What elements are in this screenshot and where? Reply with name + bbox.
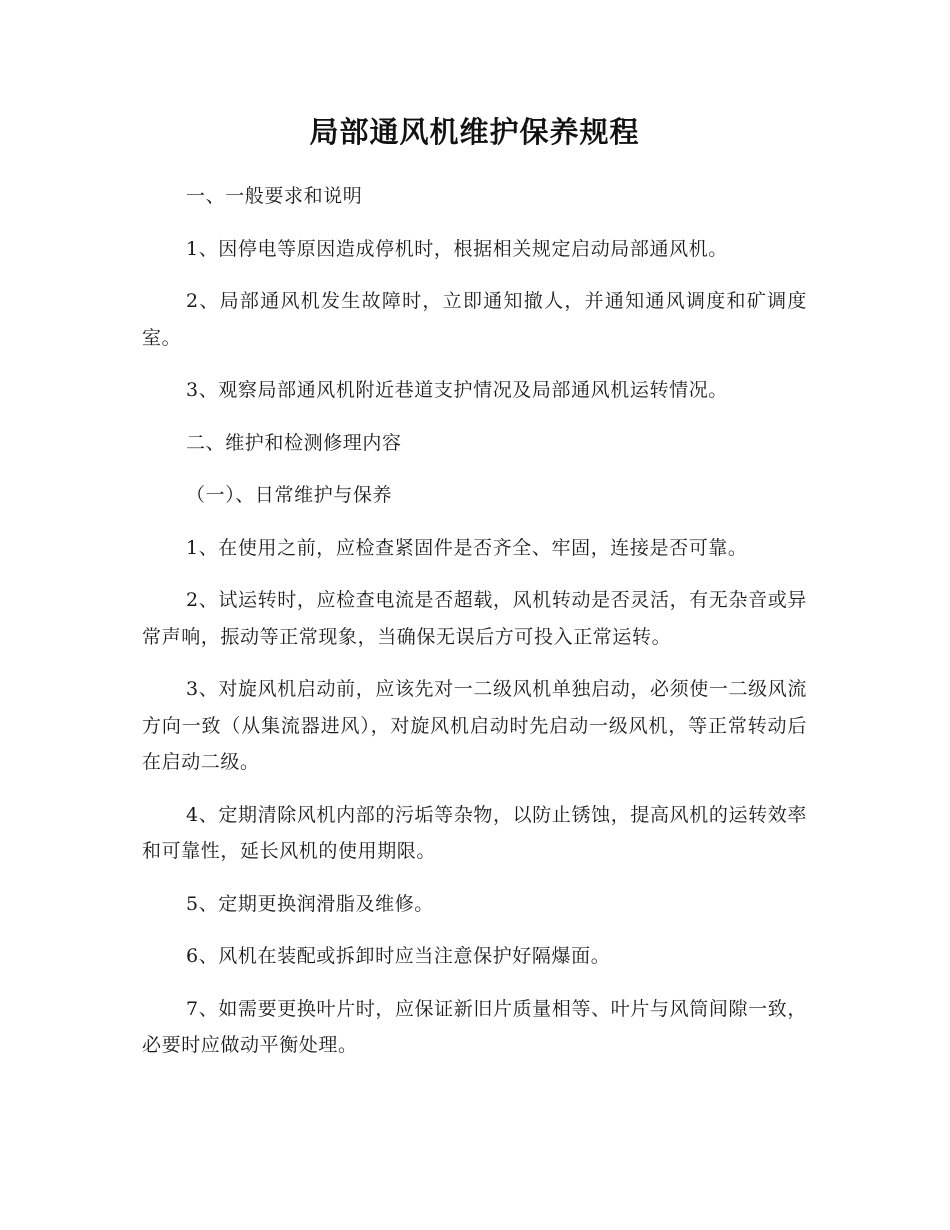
daily-item-4: 4、定期清除风机内部的污垢等杂物，以防止锈蚀，提高风机的运转效率和可靠性，延长风机的使用期限。	[142, 803, 807, 862]
general-item-1: 1、因停电等原因造成停机时，根据相关规定启动局部通风机。	[186, 237, 728, 260]
general-item-3: 3、观察局部通风机附近巷道支护情况及局部通风机运转情况。	[186, 379, 728, 401]
daily-item-7: 7、如需要更换叶片时，应保证新旧片质量相等、叶片与风筒间隙一致，必要时应做动平衡处理。	[142, 997, 807, 1056]
daily-item-5: 5、定期更换润滑脂及维修。	[186, 892, 434, 915]
subsection-heading-daily: （一）、日常维护与保养	[186, 484, 393, 506]
daily-item-1: 1、在使用之前，应检查紧固件是否齐全、牢固，连接是否可靠。	[186, 536, 748, 559]
document-title: 局部通风机维护保养规程	[309, 115, 640, 149]
document-body	[142, 112, 807, 1080]
general-item-2: 2、局部通风机发生故障时，立即通知撤人，并通知通风调度和矿调度室。	[142, 290, 807, 349]
section-heading-general: 一、一般要求和说明	[186, 185, 363, 207]
daily-item-6: 6、风机在装配或拆卸时应当注意保护好隔爆面。	[186, 945, 611, 967]
section-heading-maintenance: 二、维护和检测修理内容	[186, 431, 402, 454]
daily-item-3: 3、对旋风机启动前，应该先对一二级风机单独启动，必须使一二级风流方向一致（从集流器进风），对旋风机启动时先启动一级风机，等正常转动后在启动二级。	[142, 678, 807, 773]
daily-item-2: 2、试运转时，应检查电流是否超载，风机转动是否灵活，有无杂音或异常声响，振动等正常现象，当确保无误后方可投入正常运转。	[142, 589, 807, 648]
